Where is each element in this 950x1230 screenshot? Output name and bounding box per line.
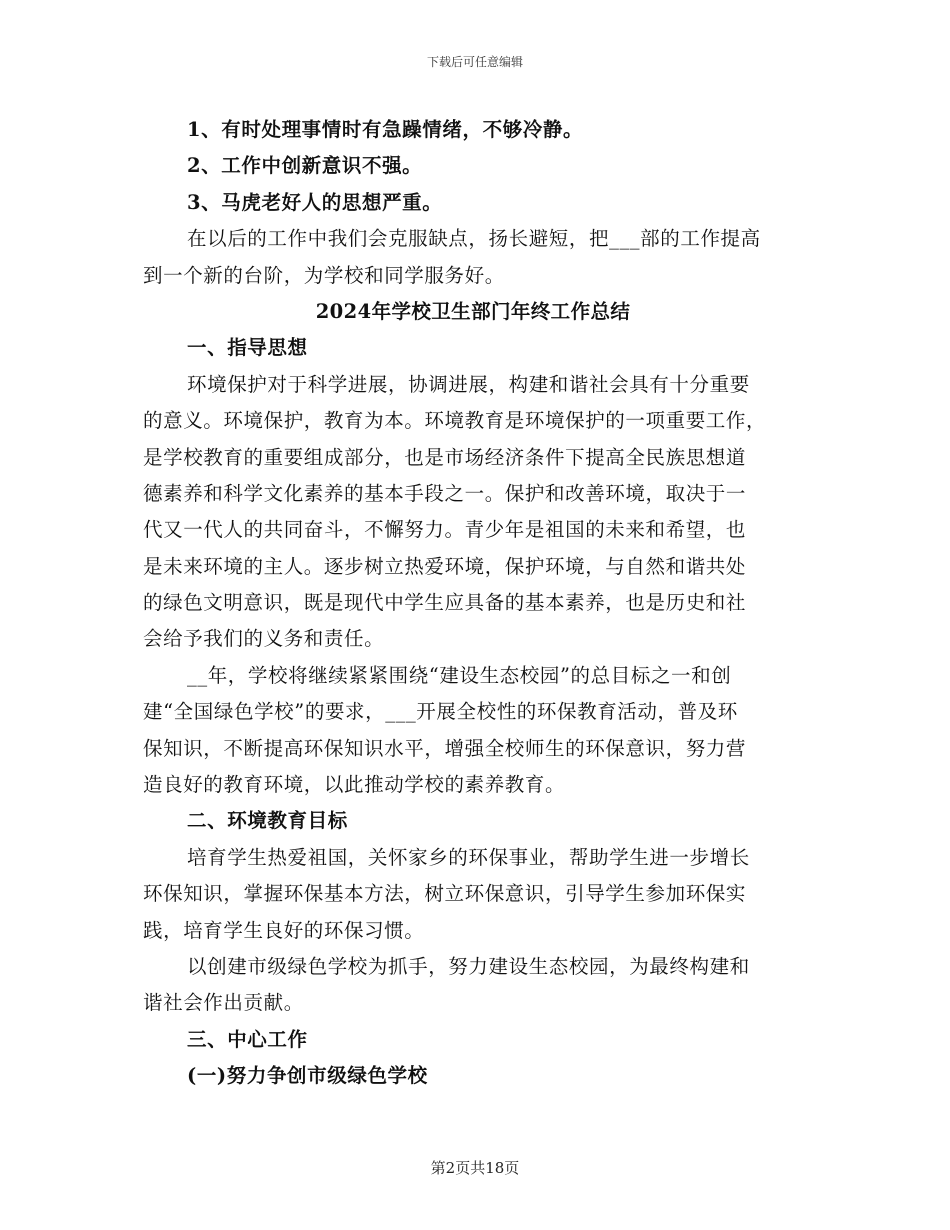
header-note: 下载后可任意编辑 <box>426 55 523 69</box>
problem-item-3: 3、马虎老好人的思想严重。 <box>187 190 443 214</box>
paragraph-line: 保知识，不断提高环保知识水平，增强全校师生的环保意识，努力营 <box>143 736 747 760</box>
closing-paragraph-line: 到一个新的台阶，为学校和同学服务好。 <box>143 263 505 287</box>
section-heading-education-goals: 二、环境教育目标 <box>187 809 348 833</box>
paragraph-line: 的绿色文明意识，既是现代中学生应具备的基本素养，也是历史和社 <box>143 591 747 615</box>
document-title: 2024年学校卫生部门年终工作总结 <box>315 299 631 323</box>
paragraph-line: __年，学校将继续紧紧围绕“建设生态校园”的总目标之一和创 <box>187 663 732 687</box>
paragraph-line: 代又一代人的共同奋斗，不懈努力。青少年是祖国的未来和希望，也 <box>143 518 747 542</box>
paragraph-line: 环境保护对于科学进展，协调进展，构建和谐社会具有十分重要 <box>187 372 750 396</box>
section-heading-guiding-ideology: 一、指导思想 <box>187 336 308 360</box>
paragraph-line: 会给予我们的义务和责任。 <box>143 627 385 651</box>
paragraph-line: 的意义。环境保护，教育为本。环境教育是环境保护的一项重要工作， <box>143 409 767 433</box>
problem-item-1: 1、有时处理事情时有急躁情绪，不够冷静。 <box>187 118 584 141</box>
page-number: 第2页共18页 <box>430 1159 520 1177</box>
closing-paragraph-line: 在以后的工作中我们会克服缺点，扬长避短，把___部的工作提高 <box>187 227 761 251</box>
paragraph-line: 以创建市级绿色学校为抓手，努力建设生态校园，为最终构建和 <box>187 954 750 978</box>
paragraph-line: 德素养和科学文化素养的基本手段之一。保护和改善环境，取决于一 <box>143 481 747 505</box>
paragraph-line: 是未来环境的主人。逐步树立热爱环境，保护环境，与自然和谐共处 <box>143 554 747 578</box>
paragraph-line: 造良好的教育环境，以此推动学校的素养教育。 <box>143 773 566 797</box>
paragraph-line: 践，培育学生良好的环保习惯。 <box>143 918 425 942</box>
subsection-heading: (一)努力争创市级绿色学校 <box>187 1064 428 1088</box>
paragraph-line: 培育学生热爱祖国，关怀家乡的环保事业，帮助学生进一步增长 <box>187 845 750 869</box>
section-heading-core-work: 三、中心工作 <box>187 1027 308 1051</box>
paragraph-line: 是学校教育的重要组成部分，也是市场经济条件下提高全民族思想道 <box>143 445 747 469</box>
paragraph-line: 建“全国绿色学校”的要求，___开展全校性的环保教育活动，普及环 <box>143 700 738 724</box>
paragraph-line: 谐社会作出贡献。 <box>143 991 304 1015</box>
problem-item-2: 2、工作中创新意识不强。 <box>187 154 423 178</box>
document-body <box>143 112 803 1095</box>
paragraph-line: 环保知识，掌握环保基本方法，树立环保意识，引导学生参加环保实 <box>143 882 747 906</box>
